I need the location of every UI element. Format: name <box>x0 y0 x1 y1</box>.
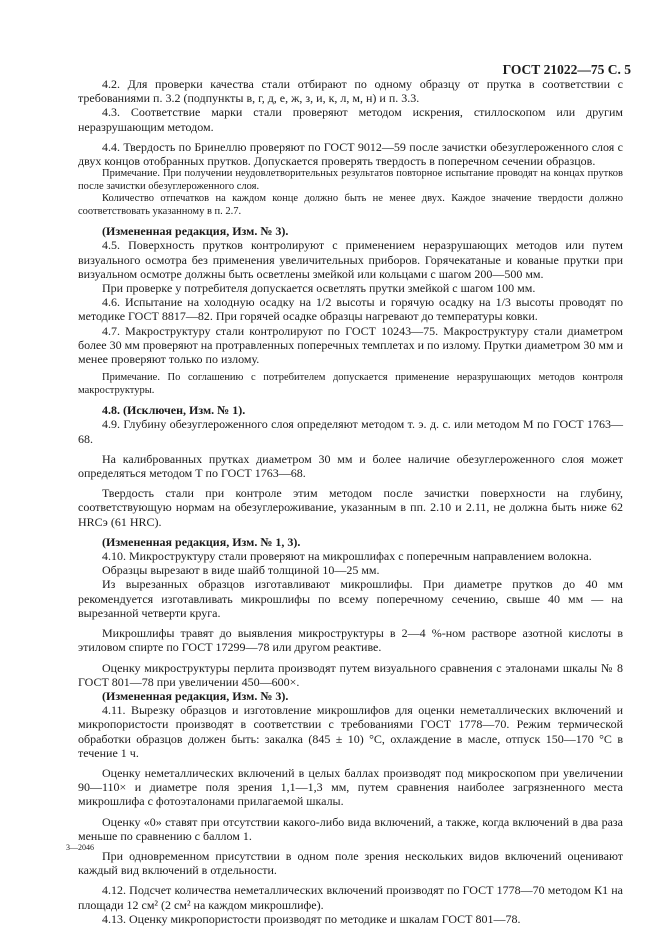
paragraph-4-10: 4.10. Микроструктуру стали проверяют на микрошлифах с поперечным направлением волокна. <box>102 549 592 564</box>
print-code: 3—2046 <box>66 843 94 852</box>
paragraph-4-11-zero: Оценку «0» ставят при отсутствии какого-либо вида включений, а также, когда включений в два раза меньше по сравнению с баллом 1. <box>78 814 623 843</box>
paragraph-4-3: 4.3. Соответствие марки стали проверяют методом искрения, стиллоскопом или другим неразрушающим методом. <box>78 105 623 134</box>
paragraph-4-10-microsections: Из вырезанных образцов изготавливают микрошлифы. При диаметре прутков до 40 мм рекомендуется изготавливать микрошлифы по всему поперечному сечению, свыше 40 мм — на вырезанной четверти круга. <box>78 577 623 620</box>
paragraph-4-9: 4.9. Глубину обезуглероженного слоя определяют методом т. э. д. с. или методом М по ГОСТ 1763—68. <box>78 417 623 446</box>
paragraph-4-2: 4.2. Для проверки качества стали отбирают по одному образцу от прутка в соответствии с требованиями п. 3.2 (подпункты в, г, д, е, ж, з, и, к, л, м, н) и п. 3.3. <box>78 77 623 106</box>
paragraph-4-4: 4.4. Твердость по Бринеллю проверяют по ГОСТ 9012—59 после зачистки обезуглероженного слоя с двух концов отобранных прутков. Допускается проверять твердость в поперечном сечении образцов. <box>78 139 623 169</box>
document-body <box>78 77 623 926</box>
paragraph-4-11-multiple: При одновременном присутствии в одном поле зрения нескольких видов включений оценивают каждый вид включений в отдельности. <box>78 848 623 878</box>
amendment-note: (Измененная редакция, Изм. № 3). <box>102 224 289 239</box>
paragraph-4-5: 4.5. Поверхность прутков контролируют с применением неразрушающих методов или путем визуального осмотра без применения увеличительных приборов. Горячекатаные и кованые прутки при визуальном осмотре должны быть осветлены змейкой или кольцами с шагом 200—500 мм. <box>78 238 623 281</box>
paragraph-4-5-cont: При проверке у потребителя допускается осветлять прутки змейкой с шагом 100 мм. <box>102 281 536 296</box>
page-header: ГОСТ 21022—75 С. 5 <box>502 62 631 77</box>
paragraph-4-10-evaluation: Оценку микроструктуры перлита производят путем визуального сравнения с эталонами шкалы № 8 ГОСТ 801—78 при увеличении 450—600×. <box>78 660 623 689</box>
paragraph-4-11-inclusions: Оценку неметаллических включений в целых баллах производят под микроскопом при увеличении 90—110× и диаметре поля зрения 1,1—1,3 мм, путем сравнения наиболее загрязненного места микрошлифа с фотоэталонами прилагаемой шкалы. <box>78 765 623 809</box>
amendment-note: (Измененная редакция, Изм. № 1, 3). <box>102 534 301 549</box>
paragraph-4-6: 4.6. Испытание на холодную осадку на 1/2 высоты и горячую осадку на 1/3 высоты проводят по методике ГОСТ 8817—82. При горячей осадке образцы нагревают до температуры ковки. <box>78 295 623 324</box>
note-4-4-cont: Количество отпечатков на каждом конце должно быть не менее двух. Каждое значение твердости должно соответствовать указанному в п. 2.7. <box>78 193 623 217</box>
note-4-4: Примечание. При получении неудовлетворительных результатов повторное испытание проводят на концах прутков после зачистки обезуглероженного слоя. <box>78 168 623 192</box>
paragraph-4-9-cont: На калиброванных прутках диаметром 30 мм и более наличие обезуглероженного слоя может определяться методом Т по ГОСТ 1763—68. <box>78 451 623 481</box>
paragraph-4-7: 4.7. Макроструктуру стали контролируют по ГОСТ 10243—75. Макроструктуру стали диаметром более 30 мм проверяют на протравленных поперечных темплетах и по излому. Прутки диаметром 30 мм и менее проверяют только по излому. <box>78 323 623 367</box>
paragraph-4-10-samples: Образцы вырезают в виде шайб толщиной 10—25 мм. <box>102 563 380 578</box>
paragraph-4-13: 4.13. Оценку микропористости производят по методике и шкалам ГОСТ 801—78. <box>102 911 521 926</box>
paragraph-4-11: 4.11. Вырезку образцов и изготовление микрошлифов для оценки неметаллических включений и микропористости производят в соответствии с требованиями ГОСТ 1778—70. Режим термической обработки образцов должен быть: закалка (845 ± 10) °С, охлаждение в масле, отпуск 150—170 °С в течение 1 ч. <box>78 703 623 760</box>
paragraph-4-8: 4.8. (Исключен, Изм. № 1). <box>102 403 246 418</box>
paragraph-4-12: 4.12. Подсчет количества неметаллических включений производят по ГОСТ 1778—70 методом К1 на площади 12 см² (2 см² на каждом микрошлифе). <box>78 883 623 912</box>
paragraph-4-10-etching: Микрошлифы травят до выявления микроструктуры в 2—4 %-ном растворе азотной кислоты в этиловом спирте по ГОСТ 17299—78 или другом реактиве. <box>78 626 623 655</box>
note-4-7: Примечание. По соглашению с потребителем допускается применение неразрушающих методов контроля макроструктуры. <box>78 372 623 396</box>
amendment-note: (Измененная редакция, Изм. № 3). <box>102 688 289 703</box>
paragraph-4-9-hardness: Твердость стали при контроле этим методом после зачистки поверхности на глубину, соответствующую нормам на обезуглероживание, указанным в пп. 2.10 и 2.11, не должна быть ниже 62 HRCэ (61 HRC). <box>78 486 623 529</box>
